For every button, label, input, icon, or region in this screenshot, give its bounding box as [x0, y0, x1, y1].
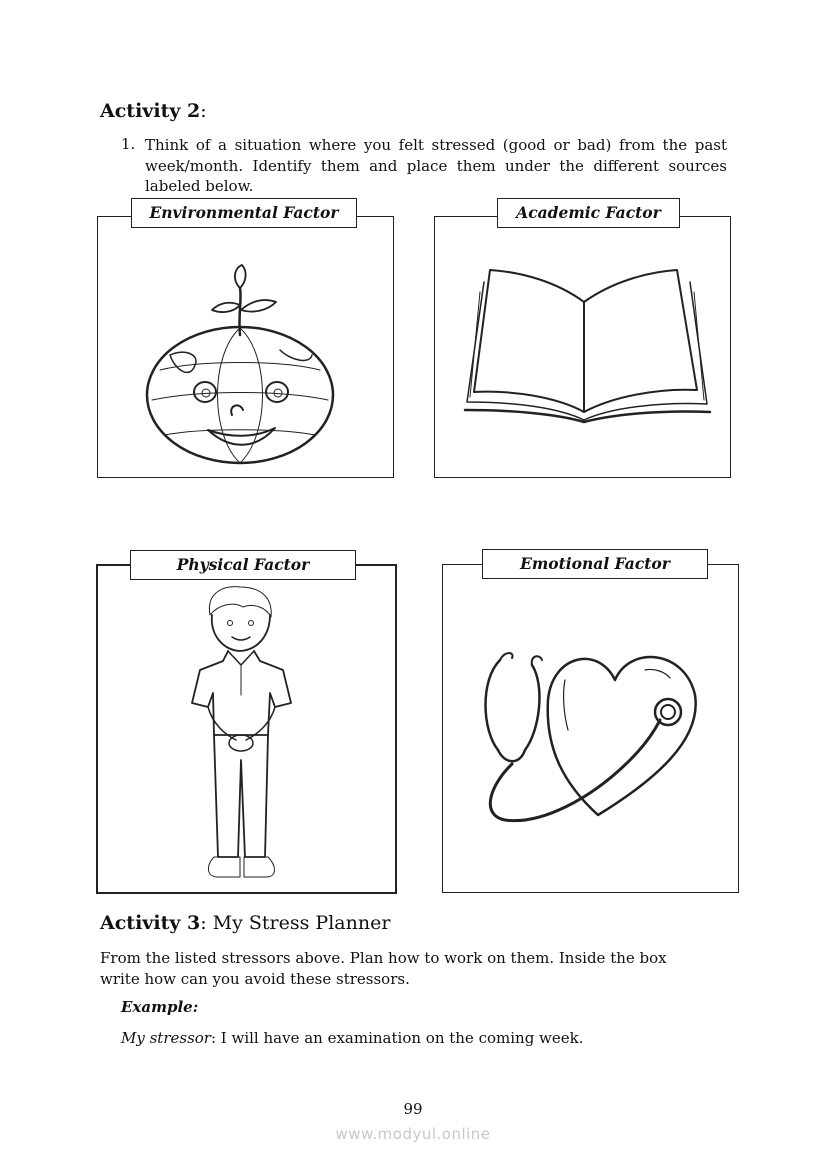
activity-2-title-bold: Activity 2 — [100, 100, 201, 122]
globe-sprout-illustration — [140, 260, 350, 470]
item-number: 1. — [121, 135, 136, 153]
example-stressor — [121, 1029, 584, 1047]
stressor-label: My stressor — [121, 1029, 211, 1047]
activity-3-instructions: From the listed stressors above. Plan how to work on them. Inside the box write how can you avoid these stressors. — [100, 949, 667, 988]
stressor-text: : I will have an examination on the coming week. — [210, 1029, 584, 1047]
physical-factor-label: Physical Factor — [130, 550, 356, 580]
boy-illustration — [188, 585, 298, 885]
environmental-factor-label: Environmental Factor — [131, 198, 357, 228]
activity-3-title-bold: Activity 3 — [100, 912, 201, 934]
example-label: Example: — [121, 998, 199, 1016]
activity-3-title — [100, 912, 390, 934]
emotional-factor-label: Emotional Factor — [482, 549, 708, 579]
activity-2-title-rest: : — [200, 100, 207, 122]
academic-factor-label: Academic Factor — [497, 198, 680, 228]
item-instruction: Think of a situation where you felt stressed (good or bad) from the past week/month. Identify them and place them under the different sources labeled below. — [145, 136, 727, 195]
activity-3-title-rest: : My Stress Planner — [200, 912, 391, 934]
open-book-illustration — [462, 262, 712, 422]
heart-stethoscope-illustration — [470, 640, 710, 840]
page-number: 99 — [403, 1100, 423, 1118]
watermark: www.modyul.online — [335, 1125, 491, 1143]
activity-2-title — [100, 100, 207, 122]
